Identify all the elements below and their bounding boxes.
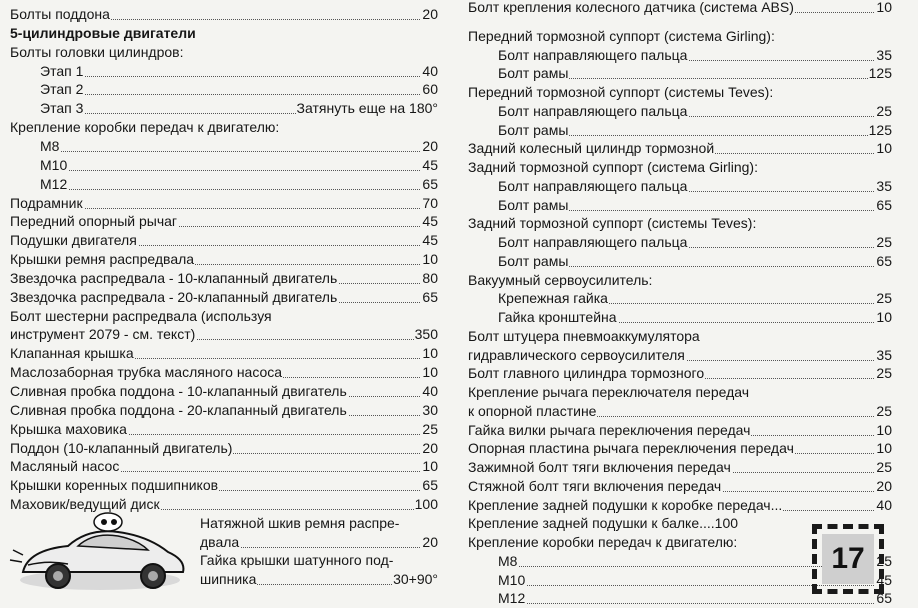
entry-label: Подушки двигателя xyxy=(10,232,137,249)
entry-value: 100 xyxy=(414,496,438,513)
entry-label: Болт рамы xyxy=(468,252,569,271)
entry-label: 5-цилиндровые двигатели xyxy=(10,24,196,41)
entry-label: Передний тормозной суппорт (системы Teves): xyxy=(468,84,774,100)
entry-label: Передний тормозной суппорт (система Girling): xyxy=(468,27,775,44)
entry-value: 25 xyxy=(876,402,892,419)
entry-value: 45 xyxy=(876,571,892,588)
entry-value: 20 xyxy=(422,439,438,456)
left-column-row xyxy=(10,175,438,194)
entry-label: Крышки коренных подшипников xyxy=(10,477,219,494)
entry-label: Болты головки цилиндров: xyxy=(10,43,184,60)
entry-label: Крепежная гайка xyxy=(468,289,609,308)
entry-label: Этап 3 xyxy=(10,99,84,118)
entry-label: Задний колесный цилиндр тормозной xyxy=(468,140,715,157)
entry-label: М8 xyxy=(10,137,60,156)
left-column-row xyxy=(10,476,438,495)
entry-value: 40 xyxy=(422,383,438,399)
right-column-row xyxy=(468,139,892,158)
entry-label: Натяжной шкив ремня распре- xyxy=(200,515,400,531)
entry-value: 40 xyxy=(876,496,892,513)
entry-label: Крепление коробки передач к двигателю: xyxy=(468,534,738,550)
left-column-row xyxy=(10,118,438,137)
entry-value: 350 xyxy=(414,326,438,343)
left-column-row xyxy=(10,382,438,401)
entry-label: Гайка вилки рычага переключения передач xyxy=(468,421,751,438)
entry-value: 45 xyxy=(422,156,438,173)
entry-label: Подрамник xyxy=(10,194,83,211)
left-column-row xyxy=(10,137,438,156)
entry-value: 10 xyxy=(876,0,892,15)
entry-label: Болт направляющего пальца xyxy=(468,233,688,252)
entry-value: Затянуть еще на 180° xyxy=(296,100,438,117)
right-column-row xyxy=(468,346,892,365)
entry-label: Сливная пробка поддона - 20-клапанный двигатель xyxy=(10,401,347,418)
left-column-row xyxy=(10,99,438,118)
entry-value: 35 xyxy=(876,346,892,363)
entry-value: 65 xyxy=(422,288,438,305)
left-column-row xyxy=(10,80,438,99)
right-column-row xyxy=(468,327,892,346)
entry-value: 10 xyxy=(422,345,438,362)
entry-label: Крышка маховика xyxy=(10,420,127,437)
entry-label: Болт шестерни распредвала (используя xyxy=(10,307,272,324)
right-column-row xyxy=(468,102,892,121)
right-column-row xyxy=(468,364,892,383)
right-column-row xyxy=(468,308,892,327)
entry-label: Зажимной болт тяги включения передач xyxy=(468,459,731,475)
entry-label: Гайка кронштейна xyxy=(468,308,618,327)
entry-label: Сливная пробка поддона - 10-клапанный двигатель xyxy=(10,383,347,399)
entry-label: Задний тормозной суппорт (системы Teves): xyxy=(468,215,757,232)
entry-label: М8 xyxy=(468,552,518,571)
left-column-row xyxy=(10,231,438,250)
left-column-row xyxy=(10,5,438,24)
left-column-row xyxy=(10,325,438,344)
entry-label: Болт главного цилиндра тормозного xyxy=(468,365,705,382)
right-column-row xyxy=(468,46,892,65)
entry-label: Задний тормозной суппорт (система Girling): xyxy=(468,159,758,175)
left-column-row xyxy=(10,24,438,43)
entry-label: Крепление задней подушки к коробке передач... xyxy=(468,496,783,513)
left-column-row xyxy=(10,212,438,231)
right-column-row xyxy=(468,214,892,233)
entry-value: 10 xyxy=(422,251,438,268)
left-column-row xyxy=(10,307,438,326)
entry-value: 65 xyxy=(876,196,892,213)
entry-value: 70 xyxy=(422,194,438,211)
entry-label: Болт рамы xyxy=(468,64,569,83)
entry-value: 10 xyxy=(422,364,438,381)
entry-value: 20 xyxy=(422,6,438,22)
right-column-row xyxy=(468,64,892,83)
entry-value: 65 xyxy=(876,252,892,269)
left-bottom-row xyxy=(200,533,438,552)
left-column-row xyxy=(10,457,438,476)
entry-label: Поддон (10-клапанный двигатель) xyxy=(10,439,233,456)
entry-label: Передний опорный рычаг xyxy=(10,213,178,230)
entry-value: 25 xyxy=(876,290,892,307)
entry-label: Стяжной болт тяги включения передач xyxy=(468,477,722,494)
left-column-row xyxy=(10,420,438,439)
right-column-row xyxy=(468,289,892,308)
entry-value: 20 xyxy=(422,533,438,550)
entry-label: Болт штуцера пневмоаккумулятора xyxy=(468,327,700,344)
entry-label: Болт направляющего пальца xyxy=(468,46,688,65)
entry-value: 65 xyxy=(876,590,892,607)
left-column-row xyxy=(10,439,438,458)
entry-value: 10 xyxy=(422,458,438,475)
right-column-row xyxy=(468,83,892,102)
right-column-row xyxy=(468,121,892,140)
left-column-row xyxy=(10,156,438,175)
right-column-row xyxy=(468,196,892,215)
page-number: 17 xyxy=(822,534,874,584)
left-column-row xyxy=(10,344,438,363)
entry-value: 45 xyxy=(422,232,438,249)
entry-label: Крепление коробки передач к двигателю: xyxy=(10,119,280,136)
entry-value: 65 xyxy=(422,175,438,192)
entry-label: Крепление задней подушки к балке....100 xyxy=(468,515,739,532)
left-column-row xyxy=(10,401,438,420)
entry-label: шипника xyxy=(200,570,257,587)
entry-value: 80 xyxy=(422,269,438,286)
right-column-row xyxy=(468,177,892,196)
entry-label: Этап 2 xyxy=(10,80,84,99)
entry-label: Гайка крышки шатунного под- xyxy=(200,552,394,568)
entry-label: Болт рамы xyxy=(468,196,569,215)
entry-label: Этап 1 xyxy=(10,62,84,81)
entry-label: инструмент 2079 - см. текст) xyxy=(10,326,196,343)
right-column-row xyxy=(468,421,892,440)
entry-value: 10 xyxy=(876,140,892,157)
entry-label: Опорная пластина рычага переключения передач xyxy=(468,440,794,457)
right-column-row xyxy=(468,271,892,290)
left-column-row xyxy=(10,250,438,269)
entry-label: Маховик/ведущий диск xyxy=(10,496,160,513)
entry-label: М12 xyxy=(10,175,68,194)
right-column-row xyxy=(468,252,892,271)
right-column-row xyxy=(468,0,892,17)
cartoon-car-illustration xyxy=(8,510,193,598)
entry-value: 125 xyxy=(868,121,892,138)
right-column-row xyxy=(468,158,892,177)
entry-label: М12 xyxy=(468,589,526,608)
left-column-row xyxy=(10,43,438,62)
right-column-row xyxy=(468,27,892,46)
left-column-row xyxy=(10,62,438,81)
entry-value: 125 xyxy=(868,65,892,82)
left-bottom-row xyxy=(200,570,438,589)
left-bottom-row xyxy=(200,514,438,533)
entry-value: 35 xyxy=(876,46,892,63)
entry-value: 25 xyxy=(876,102,892,119)
entry-label: Болт рамы xyxy=(468,121,569,140)
entry-value: 25 xyxy=(422,420,438,437)
entry-label: Болт крепления колесного датчика (система ABS) xyxy=(468,0,794,15)
entry-value: 60 xyxy=(422,81,438,98)
right-column-row xyxy=(468,477,892,496)
entry-value: 10 xyxy=(876,421,892,438)
entry-label: Болт направляющего пальца xyxy=(468,177,688,196)
entry-label: М10 xyxy=(468,571,526,590)
left-column-row xyxy=(10,288,438,307)
entry-label: Крепление рычага переключателя передач xyxy=(468,384,750,400)
entry-value: 25 xyxy=(876,365,892,382)
entry-label: к опорной пластине xyxy=(468,402,597,419)
entry-label: Масляный насос xyxy=(10,458,120,475)
entry-label: Звездочка распредвала - 20-клапанный двигатель xyxy=(10,288,338,305)
entry-value: 40 xyxy=(422,62,438,79)
entry-value: 65 xyxy=(422,477,438,494)
right-column-row xyxy=(468,233,892,252)
right-column-row xyxy=(468,439,892,458)
entry-value: 30 xyxy=(422,401,438,418)
right-column-row xyxy=(468,402,892,421)
entry-label: Маслозаборная трубка масляного насоса xyxy=(10,364,283,381)
entry-label: Болты поддона xyxy=(10,6,110,22)
left-bottom-row xyxy=(200,551,438,570)
entry-label: Клапанная крышка xyxy=(10,345,134,362)
entry-label: Болт направляющего пальца xyxy=(468,102,688,121)
entry-label: М10 xyxy=(10,156,68,175)
entry-label: Крышки ремня распредвала xyxy=(10,251,195,268)
right-column-row xyxy=(468,383,892,402)
page-number-badge xyxy=(812,524,884,594)
entry-value: 30+90° xyxy=(393,570,438,587)
right-column-row xyxy=(468,496,892,515)
entry-value: 45 xyxy=(422,213,438,230)
entry-value: 35 xyxy=(876,177,892,194)
entry-value: 10 xyxy=(876,440,892,457)
entry-value: 20 xyxy=(876,477,892,494)
entry-value: 20 xyxy=(422,137,438,154)
entry-value: 25 xyxy=(876,234,892,250)
entry-label: Вакуумный сервоусилитель: xyxy=(468,271,653,288)
entry-label: Звездочка распредвала - 10-клапанный двигатель xyxy=(10,269,338,286)
left-column-row xyxy=(10,269,438,288)
right-column-row xyxy=(468,458,892,477)
entry-value: 10 xyxy=(876,309,892,325)
entry-value: 25 xyxy=(876,459,892,475)
entry-label: двала xyxy=(200,533,240,550)
entry-label: гидравлического сервоусилителя xyxy=(468,346,685,363)
entry-value: 25 xyxy=(876,552,892,569)
left-column-row xyxy=(10,363,438,382)
left-column-row xyxy=(10,194,438,213)
